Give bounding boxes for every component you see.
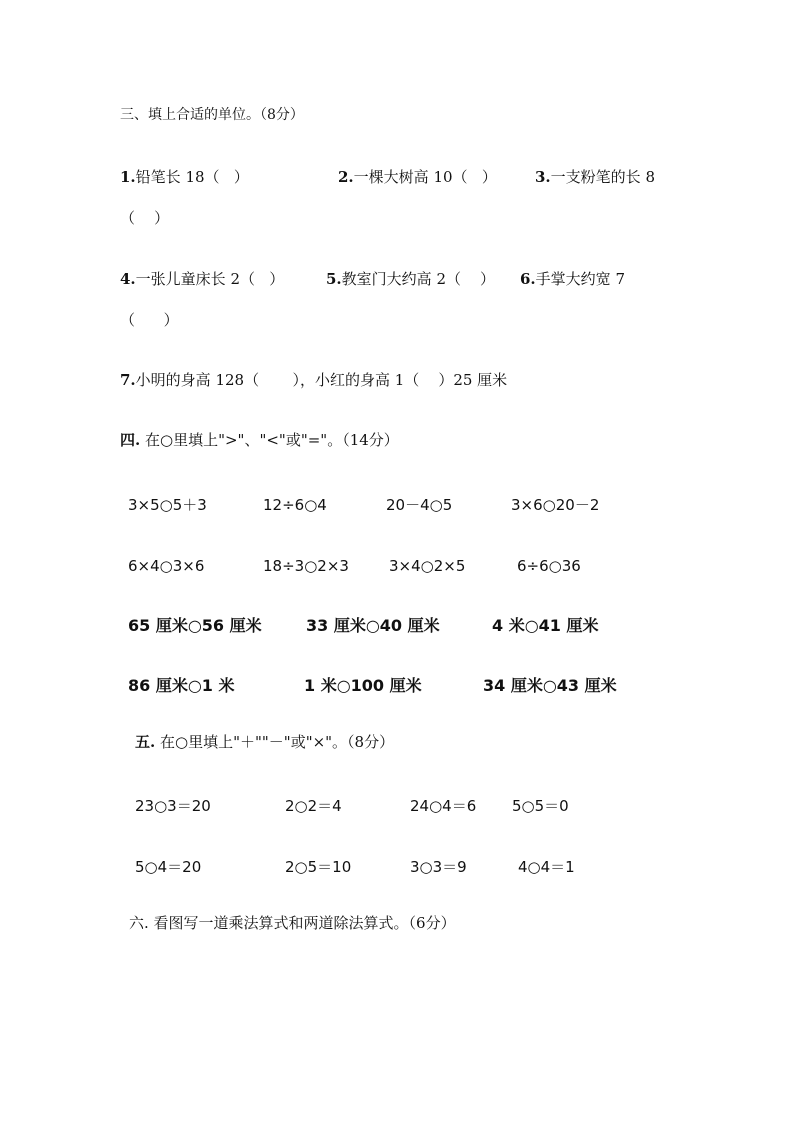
compare-2-1: 6×4○3×6	[128, 557, 205, 575]
compare-4-3: 34 厘米○43 厘米	[483, 676, 617, 695]
compare-3-2: 33 厘米○40 厘米	[306, 616, 440, 635]
q6: 6.手掌大约宽 7	[520, 270, 625, 288]
q6-answer-blank: （ ）	[120, 311, 179, 329]
compare-4-1: 86 厘米○1 米	[128, 676, 235, 695]
q4: 4.一张儿童床长 2（ ）	[120, 270, 285, 288]
compare-2-3: 3×4○2×5	[389, 557, 466, 575]
q1: 1.铅笔长 18（ ）	[120, 168, 249, 186]
section4-title: 四. 在○里填上">"、"<"或"="。（14分）	[120, 431, 399, 449]
compare-1-3: 20－4○5	[386, 496, 453, 514]
compare-4-2: 1 米○100 厘米	[304, 676, 422, 695]
q3: 3.一支粉笔的长 8	[535, 168, 655, 186]
q5: 5.教室门大约高 2（ ）	[326, 270, 496, 288]
q3-answer-blank: （ ）	[120, 209, 170, 227]
section6-title: 六. 看图写一道乘法算式和两道除法算式。（6分）	[129, 914, 456, 932]
compare-3-1: 65 厘米○56 厘米	[128, 616, 262, 635]
operator-1-1: 23○3＝20	[135, 797, 211, 815]
operator-2-1: 5○4＝20	[135, 858, 202, 876]
operator-1-4: 5○5＝0	[512, 797, 569, 815]
operator-2-4: 4○4＝1	[518, 858, 575, 876]
compare-1-2: 12÷6○4	[263, 496, 327, 514]
operator-2-3: 3○3＝9	[410, 858, 467, 876]
q2: 2.一棵大树高 10（ ）	[338, 168, 497, 186]
section5-title: 五. 在○里填上"＋""－"或"×"。（8分）	[135, 733, 395, 751]
compare-1-1: 3×5○5＋3	[128, 496, 207, 514]
compare-2-2: 18÷3○2×3	[263, 557, 349, 575]
compare-1-4: 3×6○20－2	[511, 496, 600, 514]
compare-2-4: 6÷6○36	[517, 557, 581, 575]
operator-2-2: 2○5＝10	[285, 858, 352, 876]
operator-1-2: 2○2＝4	[285, 797, 342, 815]
section3-title: 三、填上合适的单位。（8分）	[120, 107, 304, 123]
operator-1-3: 24○4＝6	[410, 797, 477, 815]
compare-3-3: 4 米○41 厘米	[492, 616, 599, 635]
q7: 7.小明的身高 128（ ），小红的身高 1（ ）25 厘米	[120, 371, 508, 389]
